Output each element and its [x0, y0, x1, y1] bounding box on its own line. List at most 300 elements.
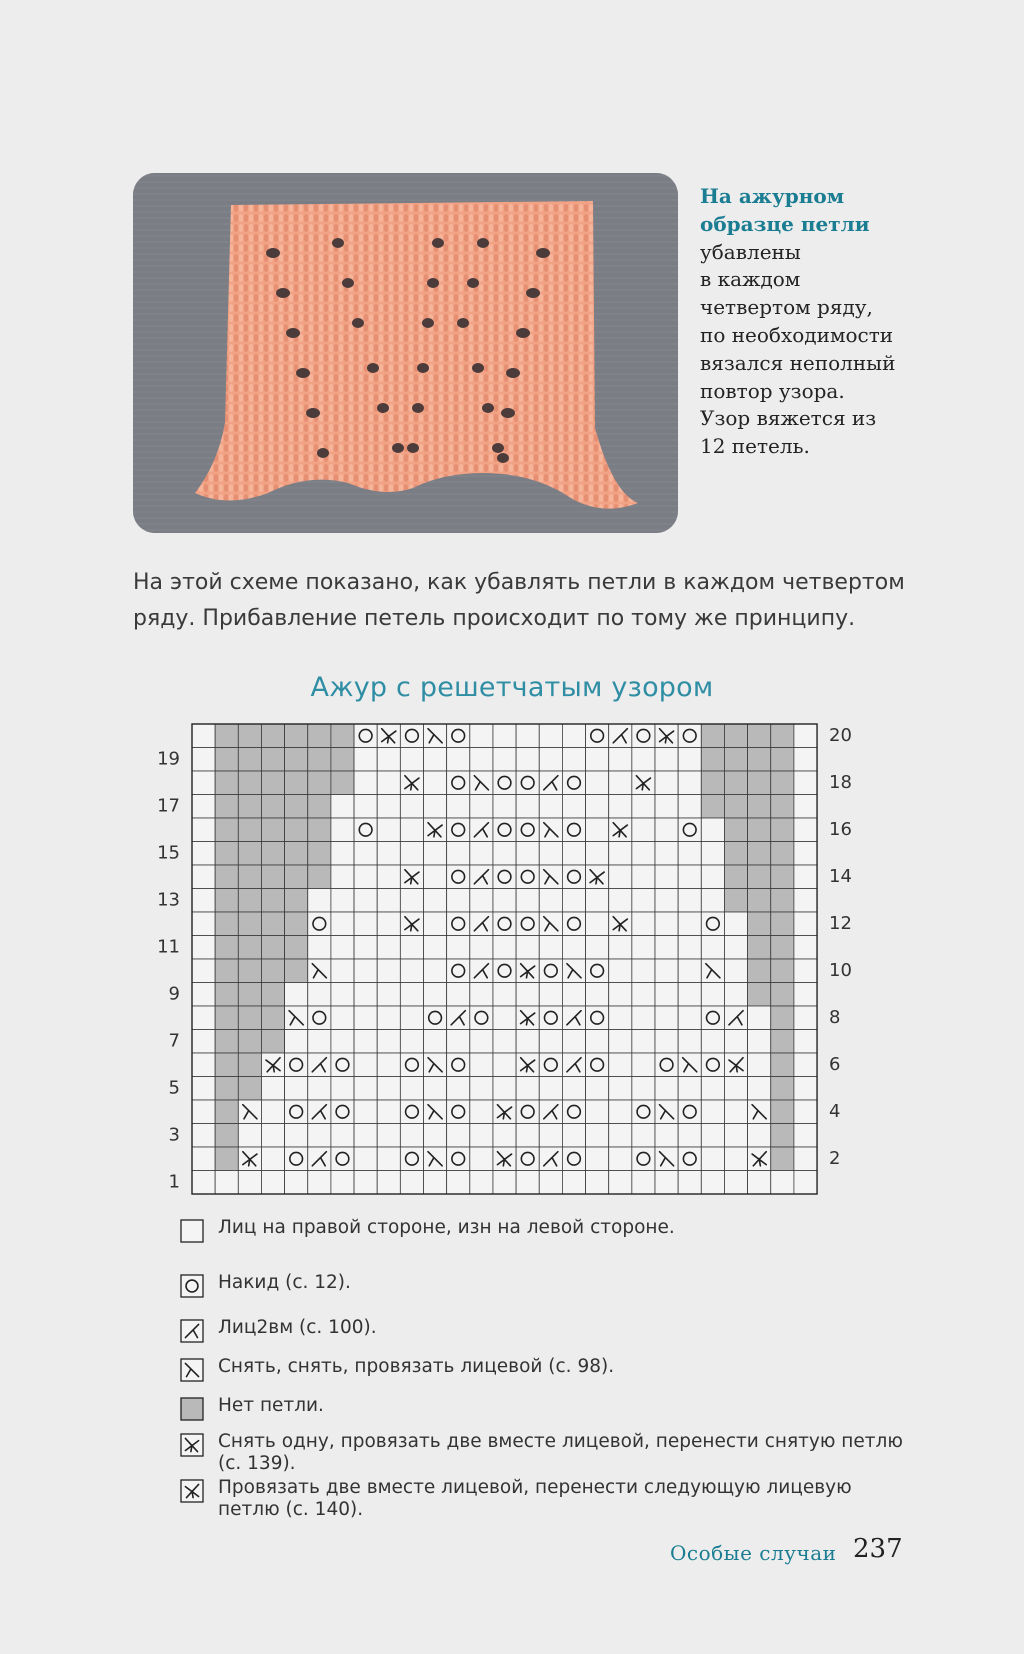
no-stitch-cell: [238, 1077, 261, 1101]
chart-cell: [701, 865, 724, 889]
no-stitch-cell: [238, 795, 261, 819]
chart-cell: [470, 795, 493, 819]
chart-cell: [424, 865, 447, 889]
chart-cell: [354, 865, 377, 889]
no-stitch-cell: [701, 771, 724, 795]
chart-cell: [331, 1124, 354, 1148]
chart-row-5: [192, 1077, 817, 1101]
chart-cell: [470, 1006, 493, 1030]
no-stitch-cell: [215, 912, 238, 936]
no-stitch-cell: [238, 748, 261, 772]
chart-cell: [632, 795, 655, 819]
no-stitch-cell: [771, 1124, 794, 1148]
chart-cell: [493, 983, 516, 1007]
chart-cell: [377, 1147, 400, 1171]
chart-cell: [632, 912, 655, 936]
legend-text: Провязать две вместе лицевой, перенести следующую лицевую петлю (с. 140).: [218, 1477, 852, 1520]
chart-cell: [377, 771, 400, 795]
no-stitch-cell: [215, 771, 238, 795]
no-stitch-cell: [238, 889, 261, 913]
chart-cell: [632, 865, 655, 889]
chart-cell: [632, 959, 655, 983]
no-stitch-cell: [724, 724, 747, 748]
no-stitch-cell: [724, 818, 747, 842]
no-stitch-cell: [238, 1006, 261, 1030]
chart-cell: [539, 842, 562, 866]
chart-cell: [586, 1100, 609, 1124]
chart-cell: [447, 983, 470, 1007]
row-label-odd: 17: [157, 795, 180, 817]
chart-cell: [447, 1100, 470, 1124]
chart-cell: [447, 889, 470, 913]
chart-cell: [354, 1030, 377, 1054]
chart-cell: [308, 1077, 331, 1101]
no-stitch-cell: [238, 865, 261, 889]
legend-item-no-stitch: [180, 1395, 908, 1421]
chart-cell: [701, 1147, 724, 1171]
chart-cell: [678, 1030, 701, 1054]
chart-cell: [400, 1030, 423, 1054]
chart-cell: [562, 912, 585, 936]
chart-cell: [609, 1030, 632, 1054]
no-stitch-cell: [724, 842, 747, 866]
chart-cell: [354, 1100, 377, 1124]
chart-cell: [655, 865, 678, 889]
no-stitch-cell: [771, 842, 794, 866]
chart-cell: [516, 936, 539, 960]
chart-cell: [192, 1124, 215, 1148]
chart-cell: [285, 1053, 308, 1077]
chart-cell: [794, 724, 817, 748]
chart-row-16: [192, 818, 817, 842]
no-stitch-cell: [215, 1053, 238, 1077]
chart-cell: [400, 1077, 423, 1101]
chart-cell: [586, 818, 609, 842]
chart-row-15: [192, 842, 817, 866]
chart-cell: [678, 983, 701, 1007]
chart-cell: [516, 1077, 539, 1101]
caption-highlight-line: образце петли: [700, 211, 870, 236]
chart-cell: [701, 1077, 724, 1101]
chart-cell: [562, 1077, 585, 1101]
chart-cell: [609, 842, 632, 866]
no-stitch-cell: [285, 889, 308, 913]
chart-cell: [655, 818, 678, 842]
chart-cell: [424, 795, 447, 819]
row-label-even: 14: [829, 865, 852, 887]
no-stitch-cell: [748, 912, 771, 936]
chart-cell: [377, 1100, 400, 1124]
chart-cell: [516, 1124, 539, 1148]
chart-cell: [192, 1171, 215, 1195]
chart-cell: [655, 748, 678, 772]
no-stitch-cell: [701, 748, 724, 772]
no-stitch-cell: [238, 771, 261, 795]
chart-cell: [285, 1147, 308, 1171]
chart-cell: [192, 748, 215, 772]
chart-cell: [447, 795, 470, 819]
chart-cell: [192, 842, 215, 866]
chart-cell: [748, 1030, 771, 1054]
chart-row-20: [192, 724, 817, 748]
caption-highlight-line: На ажурном: [700, 184, 845, 208]
chart-cell: [192, 1100, 215, 1124]
chart-cell: [701, 1006, 724, 1030]
chart-cell: [655, 1006, 678, 1030]
chart-cell: [771, 1171, 794, 1195]
chart-cell: [424, 1077, 447, 1101]
chart-cell: [794, 842, 817, 866]
chart-cell: [331, 959, 354, 983]
caption-line: повтор узора.: [700, 378, 845, 403]
chart-cell: [539, 936, 562, 960]
no-stitch-cell: [215, 1077, 238, 1101]
row-label-even: 4: [829, 1100, 841, 1122]
no-stitch-cell: [238, 818, 261, 842]
chart-cell: [678, 795, 701, 819]
no-stitch-cell: [261, 959, 284, 983]
row-label-even: 2: [829, 1147, 841, 1169]
footer-section-title: Особые случаи: [670, 1541, 837, 1565]
chart-cell: [447, 771, 470, 795]
chart-cell: [192, 912, 215, 936]
chart-cell: [331, 1053, 354, 1077]
chart-cell: [562, 1171, 585, 1195]
legend-no-stitch-icon: [180, 1397, 204, 1421]
chart-cell: [424, 1171, 447, 1195]
chart-cell: [516, 771, 539, 795]
chart-cell: [424, 748, 447, 772]
chart-cell: [632, 1171, 655, 1195]
chart-cell: [470, 1053, 493, 1077]
chart-cell: [678, 1147, 701, 1171]
row-label-even: 6: [829, 1053, 841, 1075]
chart-cell: [632, 1124, 655, 1148]
chart-cell: [562, 818, 585, 842]
chart-cell: [516, 889, 539, 913]
chart-cell: [192, 1030, 215, 1054]
no-stitch-cell: [771, 983, 794, 1007]
chart-cell: [331, 1171, 354, 1195]
chart-cell: [655, 795, 678, 819]
chart-cell: [724, 912, 747, 936]
chart-cell: [400, 748, 423, 772]
chart-cell: [354, 724, 377, 748]
chart-cell: [377, 1030, 400, 1054]
chart-cell: [586, 912, 609, 936]
chart-cell: [724, 1077, 747, 1101]
chart-cell: [308, 1124, 331, 1148]
row-label-even: 16: [829, 818, 852, 840]
no-stitch-cell: [238, 983, 261, 1007]
chart-cell: [539, 1053, 562, 1077]
chart-cell: [632, 1053, 655, 1077]
chart-cell: [748, 1124, 771, 1148]
chart-cell: [493, 795, 516, 819]
no-stitch-cell: [215, 818, 238, 842]
chart-cell: [261, 1077, 284, 1101]
chart-cell: [261, 1147, 284, 1171]
chart-cell: [701, 1124, 724, 1148]
chart-cell: [377, 865, 400, 889]
chart-cell: [794, 795, 817, 819]
chart-cell: [794, 983, 817, 1007]
chart-cell: [748, 1171, 771, 1195]
chart-cell: [586, 889, 609, 913]
chart-cell: [655, 959, 678, 983]
chart-cell: [308, 1030, 331, 1054]
row-label-even: 12: [829, 912, 852, 934]
chart-row-12: [192, 912, 817, 936]
row-label-odd: 3: [168, 1124, 180, 1146]
chart-cell: [470, 1171, 493, 1195]
chart-cell: [331, 795, 354, 819]
no-stitch-cell: [771, 1100, 794, 1124]
no-stitch-cell: [285, 724, 308, 748]
chart-cell: [354, 842, 377, 866]
chart-cell: [701, 818, 724, 842]
chart-cell: [609, 936, 632, 960]
chart-row-3: [192, 1124, 817, 1148]
chart-cell: [285, 1171, 308, 1195]
chart-cell: [470, 1124, 493, 1148]
chart-cell: [516, 795, 539, 819]
chart-cell: [586, 1171, 609, 1195]
no-stitch-cell: [724, 865, 747, 889]
legend-item-k2tog-psso: [180, 1477, 908, 1521]
chart-cell: [539, 889, 562, 913]
chart-cell: [539, 959, 562, 983]
chart-cell: [377, 936, 400, 960]
chart-cell: [516, 1100, 539, 1124]
chart-cell: [678, 1124, 701, 1148]
chart-row-10: [192, 959, 817, 983]
row-label-even: 18: [829, 771, 852, 793]
chart-cell: [655, 1171, 678, 1195]
chart-cell: [285, 1030, 308, 1054]
chart-cell: [192, 1006, 215, 1030]
chart-cell: [609, 795, 632, 819]
chart-cell: [678, 1171, 701, 1195]
chart-cell: [354, 771, 377, 795]
chart-cell: [655, 1124, 678, 1148]
chart-cell: [724, 983, 747, 1007]
chart-cell: [678, 724, 701, 748]
chart-cell: [586, 771, 609, 795]
no-stitch-cell: [215, 842, 238, 866]
chart-cell: [586, 1124, 609, 1148]
legend-text: Снять, снять, провязать лицевой (с. 98).: [218, 1356, 615, 1377]
chart-row-19: [192, 748, 817, 772]
no-stitch-cell: [261, 748, 284, 772]
legend-empty-icon: [180, 1219, 204, 1243]
page-number: 237: [853, 1534, 903, 1564]
no-stitch-cell: [285, 912, 308, 936]
chart-cell: [678, 1100, 701, 1124]
chart-row-14: [192, 865, 817, 889]
chart-cell: [285, 983, 308, 1007]
chart-cell: [586, 1053, 609, 1077]
chart-cell: [586, 724, 609, 748]
chart-cell: [400, 936, 423, 960]
chart-cell: [516, 842, 539, 866]
legend-yo-icon: [180, 1274, 204, 1298]
chart-cell: [400, 1053, 423, 1077]
no-stitch-cell: [771, 1006, 794, 1030]
chart-cell: [701, 842, 724, 866]
chart-cell: [701, 1171, 724, 1195]
chart-cell: [678, 865, 701, 889]
chart-cell: [192, 1077, 215, 1101]
legend-text: Снять одну, провязать две вместе лицевой, перенести снятую петлю (с. 139).: [218, 1431, 903, 1474]
chart-cell: [354, 1077, 377, 1101]
chart-cell: [215, 1171, 238, 1195]
no-stitch-cell: [701, 795, 724, 819]
chart-cell: [748, 1006, 771, 1030]
chart-cell: [238, 1171, 261, 1195]
chart-cell: [562, 865, 585, 889]
chart-cell: [424, 842, 447, 866]
chart-cell: [562, 983, 585, 1007]
chart-cell: [794, 1006, 817, 1030]
chart-cell: [470, 842, 493, 866]
chart-cell: [331, 865, 354, 889]
chart-cell: [493, 959, 516, 983]
chart-cell: [400, 959, 423, 983]
chart-cell: [447, 818, 470, 842]
chart-cell: [516, 748, 539, 772]
chart-cell: [632, 936, 655, 960]
chart-cell: [794, 1053, 817, 1077]
chart-cell: [632, 1147, 655, 1171]
chart-cell: [678, 1006, 701, 1030]
chart-cell: [470, 1030, 493, 1054]
no-stitch-cell: [748, 889, 771, 913]
chart-cell: [562, 1030, 585, 1054]
no-stitch-cell: [261, 842, 284, 866]
chart-cell: [724, 936, 747, 960]
chart-cell: [794, 936, 817, 960]
chart-cell: [377, 748, 400, 772]
chart-cell: [655, 1053, 678, 1077]
chart-cell: [331, 1006, 354, 1030]
chart-cell: [493, 1171, 516, 1195]
no-stitch-cell: [215, 1124, 238, 1148]
chart-row-9: [192, 983, 817, 1007]
no-stitch-cell: [261, 889, 284, 913]
no-stitch-cell: [701, 724, 724, 748]
chart-cell: [308, 1171, 331, 1195]
chart-cell: [516, 1030, 539, 1054]
no-stitch-cell: [724, 795, 747, 819]
chart-cell: [354, 889, 377, 913]
chart-cell: [562, 1100, 585, 1124]
chart-cell: [678, 959, 701, 983]
no-stitch-cell: [771, 889, 794, 913]
chart-cell: [447, 1171, 470, 1195]
no-stitch-cell: [771, 1053, 794, 1077]
chart-cell: [285, 1100, 308, 1124]
chart-cell: [424, 959, 447, 983]
intro-line: На этой схеме показано, как убавлять петли в каждом четвертом: [133, 570, 905, 595]
chart-cell: [539, 724, 562, 748]
chart-cell: [655, 936, 678, 960]
chart-cell: [493, 748, 516, 772]
chart-cell: [609, 748, 632, 772]
chart-cell: [354, 959, 377, 983]
no-stitch-cell: [748, 771, 771, 795]
no-stitch-cell: [238, 724, 261, 748]
chart-cell: [609, 1100, 632, 1124]
chart-cell: [632, 818, 655, 842]
chart-cell: [516, 724, 539, 748]
chart-cell: [655, 912, 678, 936]
chart-cell: [493, 865, 516, 889]
chart-cell: [447, 724, 470, 748]
chart-cell: [562, 771, 585, 795]
chart-cell: [586, 959, 609, 983]
chart-cell: [377, 842, 400, 866]
chart-cell: [516, 865, 539, 889]
chart-cell: [354, 795, 377, 819]
chart-cell: [424, 771, 447, 795]
chart-cell: [470, 889, 493, 913]
caption-line: в каждом: [700, 267, 801, 292]
no-stitch-cell: [285, 748, 308, 772]
no-stitch-cell: [771, 865, 794, 889]
chart-cell: [586, 1030, 609, 1054]
no-stitch-cell: [771, 912, 794, 936]
chart-cell: [724, 1030, 747, 1054]
no-stitch-cell: [215, 1006, 238, 1030]
chart-cell: [724, 959, 747, 983]
chart-cell: [447, 912, 470, 936]
chart-cell: [794, 1171, 817, 1195]
chart-cell: [655, 1077, 678, 1101]
chart-row-13: [192, 889, 817, 913]
chart-cell: [701, 983, 724, 1007]
chart-cell: [238, 1124, 261, 1148]
chart-cell: [424, 1006, 447, 1030]
no-stitch-cell: [238, 959, 261, 983]
chart-cell: [377, 1077, 400, 1101]
no-stitch-cell: [215, 936, 238, 960]
chart-cell: [724, 1147, 747, 1171]
row-label-odd: 19: [157, 748, 180, 770]
caption-line: по необходимости: [700, 322, 894, 347]
chart-cell: [354, 1124, 377, 1148]
chart-cell: [748, 1077, 771, 1101]
chart-cell: [701, 1053, 724, 1077]
no-stitch-cell: [238, 1030, 261, 1054]
chart-cell: [400, 983, 423, 1007]
chart-cell: [655, 771, 678, 795]
no-stitch-cell: [748, 795, 771, 819]
chart-cell: [400, 1124, 423, 1148]
row-label-even: 8: [829, 1006, 841, 1028]
chart-row-7: [192, 1030, 817, 1054]
chart-cell: [192, 771, 215, 795]
chart-cell: [609, 959, 632, 983]
no-stitch-cell: [261, 912, 284, 936]
chart-cell: [377, 983, 400, 1007]
no-stitch-cell: [724, 889, 747, 913]
chart-cell: [308, 936, 331, 960]
chart-row-4: [192, 1100, 817, 1124]
chart-cell: [354, 1147, 377, 1171]
chart-cell: [261, 1124, 284, 1148]
no-stitch-cell: [215, 724, 238, 748]
